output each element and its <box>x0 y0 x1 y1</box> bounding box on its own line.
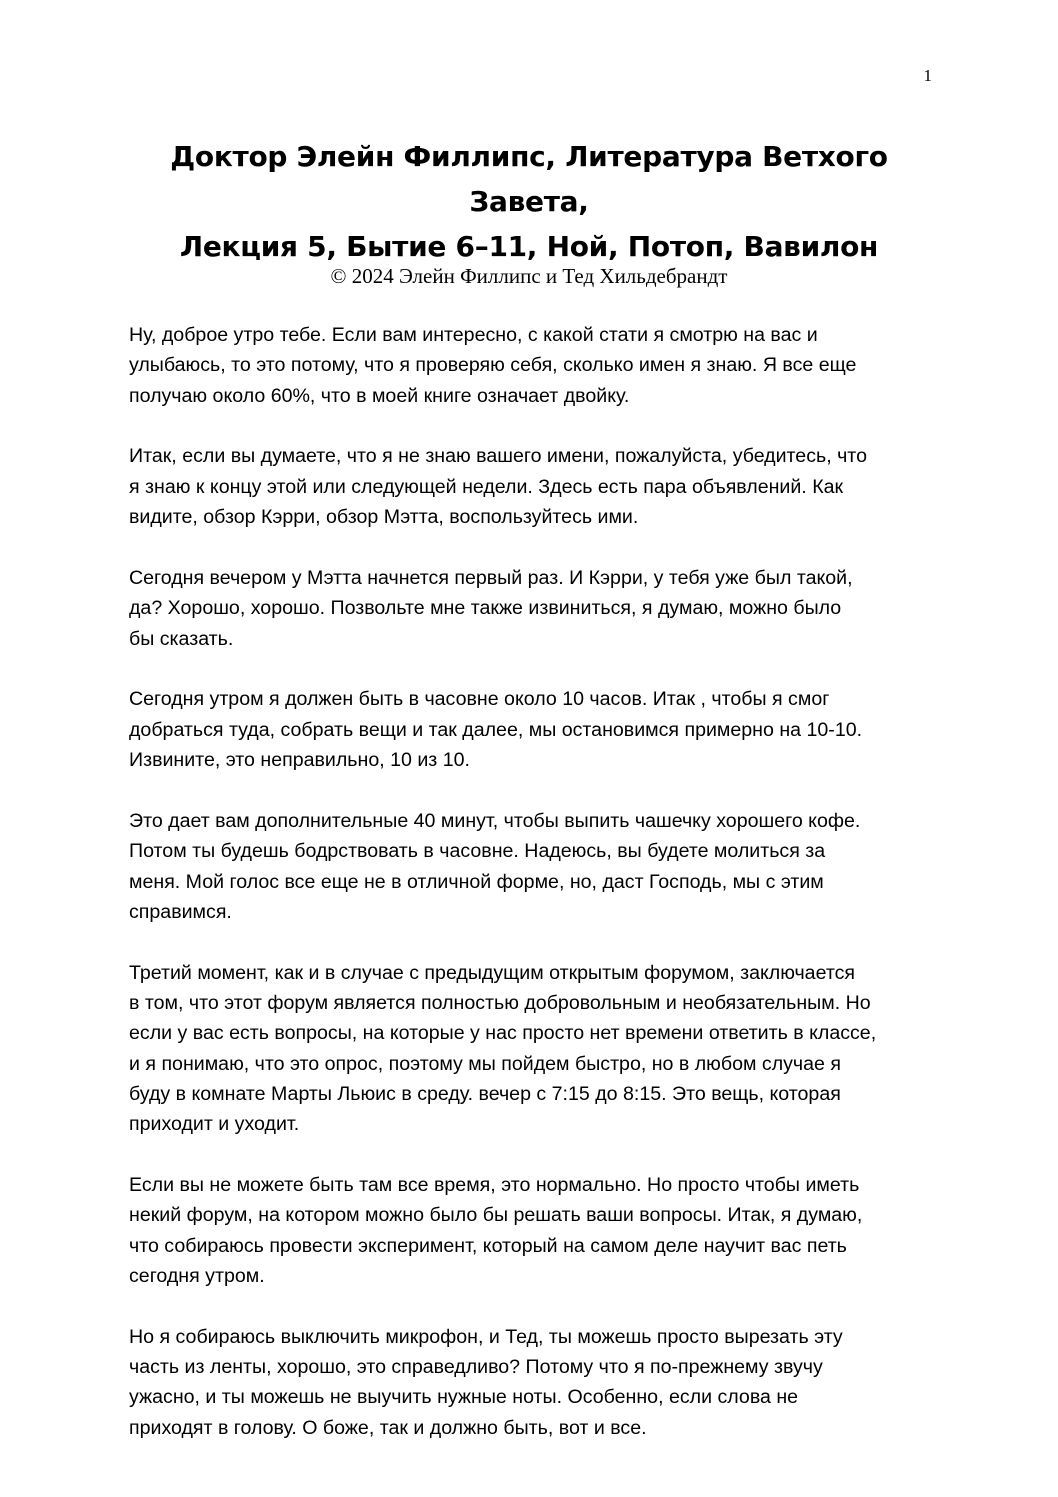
paragraph-1 <box>129 320 929 411</box>
paragraph-line: Сегодня вечером у Мэтта начнется первый раз. И Кэрри, у тебя уже был такой, <box>129 566 853 589</box>
page-number: 1 <box>923 66 932 85</box>
paragraph-line: Сегодня утром я должен быть в часовне около 10 часов. Итак , чтобы я смог <box>129 688 830 711</box>
title-line-3: Лекция 5, Бытие 6–11, Ной, Потоп, Вавилон <box>179 230 879 263</box>
paragraph-line: бы сказать. <box>129 627 234 650</box>
paragraph-line: что собираюсь провести эксперимент, который на самом деле научит вас петь <box>129 1234 847 1257</box>
paragraph-7 <box>129 1170 929 1291</box>
paragraph-line: Третий момент, как и в случае с предыдущим открытым форумом, заключается <box>129 961 855 984</box>
body-text <box>129 320 929 1474</box>
paragraph-2 <box>129 441 929 532</box>
paragraph-line: Ну, доброе утро тебе. Если вам интересно, с какой стати я смотрю на вас и <box>129 324 818 346</box>
paragraph-line: добраться туда, собрать вещи и так далее, мы остановимся примерно на 10-10. <box>129 718 863 741</box>
paragraph-4 <box>129 684 929 775</box>
paragraph-line: Если вы не можете быть там все время, это нормально. Но просто чтобы иметь <box>129 1174 860 1197</box>
paragraph-line: Потом ты будешь бодрствовать в часовне. Надеюсь, вы будете молиться за <box>129 840 826 863</box>
paragraph-line: Извините, это неправильно, 10 из 10. <box>129 749 470 772</box>
paragraph-line: сегодня утром. <box>129 1264 265 1287</box>
paragraph-line: Итак, если вы думаете, что я не знаю вашего имени, пожалуйста, убедитесь, что <box>129 445 867 468</box>
paragraph-line: часть из ленты, хорошо, это справедливо? Потому что я по-прежнему звучу <box>129 1356 823 1379</box>
paragraph-8 <box>129 1322 929 1443</box>
paragraph-line: и я понимаю, что это опрос, поэтому мы пойдем быстро, но в любом случае я <box>129 1052 841 1075</box>
title-line-1: Доктор Элейн Филлипс, Литература Ветхого <box>170 140 888 173</box>
paragraph-line: улыбаюсь, то это потому, что я проверяю себя, сколько имен я знаю. Я все еще <box>129 354 857 377</box>
paragraph-line: приходят в голову. О боже, так и должно быть, вот и все. <box>129 1416 647 1439</box>
paragraph-line: в том, что этот форум является полностью добровольным и необязательным. Но <box>129 992 871 1015</box>
title-line-2: Завета, <box>469 185 589 218</box>
paragraph-line: ужасно, и ты можешь не выучить нужные ноты. Особенно, если слова не <box>129 1386 799 1409</box>
paragraph-line: буду в комнате Марты Льюис в среду. вечер с 7:15 до 8:15. Это вещь, которая <box>129 1082 841 1105</box>
paragraph-line: приходит и уходит. <box>129 1113 300 1136</box>
paragraph-5 <box>129 806 929 927</box>
paragraph-line: Это дает вам дополнительные 40 минут, чтобы выпить чашечку хорошего кофе. <box>129 809 861 832</box>
paragraph-3 <box>129 563 929 654</box>
title-block <box>100 134 958 289</box>
paragraph-line: получаю около 60%, что в моей книге означает двойку. <box>129 384 630 407</box>
paragraph-6 <box>129 958 929 1140</box>
paragraph-line: справимся. <box>129 900 232 923</box>
paragraph-line: да? Хорошо, хорошо. Позвольте мне также извиниться, я думаю, можно было <box>129 597 842 620</box>
paragraph-line: некий форум, на котором можно было бы решать ваши вопросы. Итак, я думаю, <box>129 1204 863 1227</box>
paragraph-line: видите, обзор Кэрри, обзор Мэтта, воспользуйтесь ими. <box>129 506 639 529</box>
paragraph-line: я знаю к концу этой или следующей недели. Здесь есть пара объявлений. Как <box>129 475 844 498</box>
paragraph-line: меня. Мой голос все еще не в отличной форме, но, даст Господь, мы с этим <box>129 870 824 893</box>
paragraph-line: Но я собираюсь выключить микрофон, и Тед, ты можешь просто вырезать эту <box>129 1325 843 1348</box>
copyright-line: © 2024 Элейн Филлипс и Тед Хильдебрандт <box>330 264 728 288</box>
paragraph-line: если у вас есть вопросы, на которые у нас просто нет времени ответить в классе, <box>129 1022 877 1045</box>
